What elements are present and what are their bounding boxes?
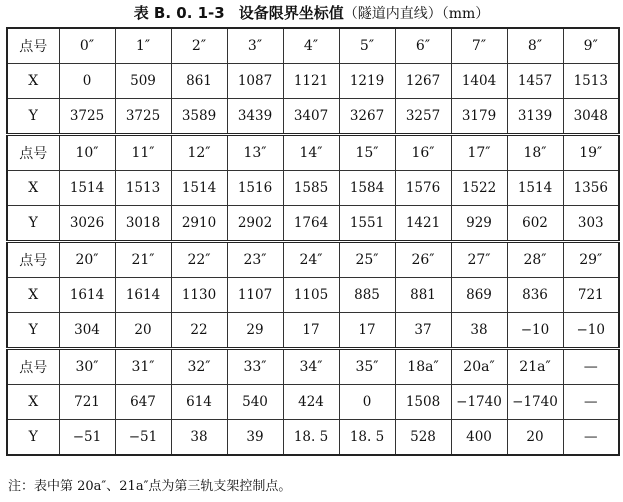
x-value-cell: 424 bbox=[283, 385, 339, 420]
x-value-cell: 1219 bbox=[339, 64, 395, 99]
point-row-label: 点号 bbox=[7, 28, 59, 64]
x-row-label: X bbox=[7, 64, 59, 99]
x-value-cell: 540 bbox=[227, 385, 283, 420]
point-number-cell: 24″ bbox=[283, 242, 339, 278]
y-row-label: Y bbox=[7, 206, 59, 242]
point-number-cell: 31″ bbox=[115, 349, 171, 385]
point-number-cell: 8″ bbox=[507, 28, 563, 64]
x-value-cell: −1740 bbox=[451, 385, 507, 420]
table-block bbox=[7, 242, 619, 349]
y-value-cell: 38 bbox=[171, 420, 227, 456]
y-value-cell: 3439 bbox=[227, 99, 283, 135]
y-value-cell: 3407 bbox=[283, 99, 339, 135]
point-number-cell: 35″ bbox=[339, 349, 395, 385]
table-block bbox=[7, 135, 619, 242]
point-number-cell: 21″ bbox=[115, 242, 171, 278]
x-value-cell: 1584 bbox=[339, 171, 395, 206]
y-value-cell: 3725 bbox=[59, 99, 115, 135]
point-number-cell: 23″ bbox=[227, 242, 283, 278]
table-main-title: 设备限界坐标值 bbox=[238, 4, 344, 22]
point-number-cell: 29″ bbox=[563, 242, 619, 278]
y-row-label: Y bbox=[7, 313, 59, 349]
point-number-cell: 7″ bbox=[451, 28, 507, 64]
point-number-cell: 25″ bbox=[339, 242, 395, 278]
x-value-cell: 1457 bbox=[507, 64, 563, 99]
y-value-cell: −10 bbox=[507, 313, 563, 349]
y-value-cell: −51 bbox=[59, 420, 115, 456]
table-row bbox=[7, 313, 619, 349]
x-value-cell: 1514 bbox=[507, 171, 563, 206]
point-number-cell: 15″ bbox=[339, 135, 395, 171]
point-row-label: 点号 bbox=[7, 135, 59, 171]
y-row-label: Y bbox=[7, 420, 59, 456]
y-value-cell: 18. 5 bbox=[283, 420, 339, 456]
table-row bbox=[7, 64, 619, 99]
x-value-cell: 1105 bbox=[283, 278, 339, 313]
point-row-label: 点号 bbox=[7, 349, 59, 385]
table-row bbox=[7, 135, 619, 171]
y-value-cell: 3018 bbox=[115, 206, 171, 242]
point-number-cell: 13″ bbox=[227, 135, 283, 171]
x-value-cell: — bbox=[563, 385, 619, 420]
point-number-cell: 18″ bbox=[507, 135, 563, 171]
point-number-cell: 18a″ bbox=[395, 349, 451, 385]
y-value-cell: 2910 bbox=[171, 206, 227, 242]
y-value-cell: 3725 bbox=[115, 99, 171, 135]
point-number-cell: 32″ bbox=[171, 349, 227, 385]
point-number-cell: 1″ bbox=[115, 28, 171, 64]
y-value-cell: 304 bbox=[59, 313, 115, 349]
table-block bbox=[7, 349, 619, 456]
x-value-cell: 885 bbox=[339, 278, 395, 313]
x-value-cell: 1356 bbox=[563, 171, 619, 206]
x-value-cell: 861 bbox=[171, 64, 227, 99]
y-value-cell: 18. 5 bbox=[339, 420, 395, 456]
point-number-cell: 14″ bbox=[283, 135, 339, 171]
x-row-label: X bbox=[7, 171, 59, 206]
point-number-cell: — bbox=[563, 349, 619, 385]
y-value-cell: −10 bbox=[563, 313, 619, 349]
point-number-cell: 22″ bbox=[171, 242, 227, 278]
y-value-cell: 38 bbox=[451, 313, 507, 349]
point-number-cell: 30″ bbox=[59, 349, 115, 385]
x-value-cell: 1087 bbox=[227, 64, 283, 99]
y-value-cell: 3257 bbox=[395, 99, 451, 135]
x-value-cell: 1522 bbox=[451, 171, 507, 206]
point-row-label: 点号 bbox=[7, 242, 59, 278]
x-value-cell: 1514 bbox=[59, 171, 115, 206]
x-value-cell: 721 bbox=[563, 278, 619, 313]
y-value-cell: 22 bbox=[171, 313, 227, 349]
y-value-cell: 29 bbox=[227, 313, 283, 349]
table-subtitle: （隧道内直线） bbox=[343, 6, 442, 22]
point-number-cell: 5″ bbox=[339, 28, 395, 64]
point-number-cell: 20″ bbox=[59, 242, 115, 278]
x-value-cell: 1576 bbox=[395, 171, 451, 206]
x-value-cell: 1267 bbox=[395, 64, 451, 99]
y-value-cell: 303 bbox=[563, 206, 619, 242]
point-number-cell: 28″ bbox=[507, 242, 563, 278]
point-number-cell: 11″ bbox=[115, 135, 171, 171]
x-value-cell: 1107 bbox=[227, 278, 283, 313]
x-value-cell: 0 bbox=[339, 385, 395, 420]
y-value-cell: 20 bbox=[507, 420, 563, 456]
point-number-cell: 9″ bbox=[563, 28, 619, 64]
x-value-cell: 1513 bbox=[563, 64, 619, 99]
point-number-cell: 12″ bbox=[171, 135, 227, 171]
point-number-cell: 6″ bbox=[395, 28, 451, 64]
point-number-cell: 16″ bbox=[395, 135, 451, 171]
x-value-cell: 869 bbox=[451, 278, 507, 313]
table-block bbox=[7, 28, 619, 135]
table-row bbox=[7, 385, 619, 420]
y-value-cell: 3048 bbox=[563, 99, 619, 135]
x-value-cell: 836 bbox=[507, 278, 563, 313]
table-row bbox=[7, 206, 619, 242]
point-number-cell: 4″ bbox=[283, 28, 339, 64]
y-value-cell: 3139 bbox=[507, 99, 563, 135]
table-row bbox=[7, 420, 619, 456]
y-value-cell: 602 bbox=[507, 206, 563, 242]
x-value-cell: 1514 bbox=[171, 171, 227, 206]
table-number: 表 B. 0. 1-3 bbox=[133, 4, 225, 22]
x-value-cell: 647 bbox=[115, 385, 171, 420]
x-value-cell: 721 bbox=[59, 385, 115, 420]
x-value-cell: −1740 bbox=[507, 385, 563, 420]
y-value-cell: 3267 bbox=[339, 99, 395, 135]
point-number-cell: 21a″ bbox=[507, 349, 563, 385]
coordinate-table bbox=[6, 27, 620, 456]
table-unit: （mm） bbox=[441, 6, 490, 22]
y-value-cell: 1551 bbox=[339, 206, 395, 242]
y-value-cell: 3179 bbox=[451, 99, 507, 135]
x-value-cell: 1130 bbox=[171, 278, 227, 313]
table-row bbox=[7, 171, 619, 206]
y-value-cell: 3589 bbox=[171, 99, 227, 135]
x-value-cell: 1121 bbox=[283, 64, 339, 99]
y-value-cell: 1421 bbox=[395, 206, 451, 242]
x-value-cell: 1513 bbox=[115, 171, 171, 206]
point-number-cell: 10″ bbox=[59, 135, 115, 171]
y-value-cell: 20 bbox=[115, 313, 171, 349]
point-number-cell: 17″ bbox=[451, 135, 507, 171]
x-value-cell: 1508 bbox=[395, 385, 451, 420]
point-number-cell: 26″ bbox=[395, 242, 451, 278]
y-value-cell: 3026 bbox=[59, 206, 115, 242]
point-number-cell: 20a″ bbox=[451, 349, 507, 385]
point-number-cell: 3″ bbox=[227, 28, 283, 64]
table-row bbox=[7, 28, 619, 64]
x-row-label: X bbox=[7, 385, 59, 420]
x-value-cell: 614 bbox=[171, 385, 227, 420]
table-row bbox=[7, 349, 619, 385]
point-number-cell: 0″ bbox=[59, 28, 115, 64]
y-value-cell: 1764 bbox=[283, 206, 339, 242]
y-row-label: Y bbox=[7, 99, 59, 135]
y-value-cell: 2902 bbox=[227, 206, 283, 242]
x-value-cell: 1404 bbox=[451, 64, 507, 99]
point-number-cell: 2″ bbox=[171, 28, 227, 64]
table-note: 注：表中第 20a″、21a″点为第三轨支架控制点。 bbox=[8, 479, 292, 494]
y-value-cell: 17 bbox=[283, 313, 339, 349]
y-value-cell: — bbox=[563, 420, 619, 456]
point-number-cell: 19″ bbox=[563, 135, 619, 171]
y-value-cell: −51 bbox=[115, 420, 171, 456]
x-value-cell: 1516 bbox=[227, 171, 283, 206]
y-value-cell: 37 bbox=[395, 313, 451, 349]
x-row-label: X bbox=[7, 278, 59, 313]
y-value-cell: 17 bbox=[339, 313, 395, 349]
table-row bbox=[7, 99, 619, 135]
x-value-cell: 1614 bbox=[115, 278, 171, 313]
table-title bbox=[0, 2, 623, 25]
x-value-cell: 1585 bbox=[283, 171, 339, 206]
x-value-cell: 0 bbox=[59, 64, 115, 99]
point-number-cell: 33″ bbox=[227, 349, 283, 385]
y-value-cell: 929 bbox=[451, 206, 507, 242]
table-row bbox=[7, 278, 619, 313]
y-value-cell: 400 bbox=[451, 420, 507, 456]
x-value-cell: 881 bbox=[395, 278, 451, 313]
y-value-cell: 39 bbox=[227, 420, 283, 456]
y-value-cell: 528 bbox=[395, 420, 451, 456]
point-number-cell: 34″ bbox=[283, 349, 339, 385]
x-value-cell: 1614 bbox=[59, 278, 115, 313]
table-row bbox=[7, 242, 619, 278]
point-number-cell: 27″ bbox=[451, 242, 507, 278]
x-value-cell: 509 bbox=[115, 64, 171, 99]
